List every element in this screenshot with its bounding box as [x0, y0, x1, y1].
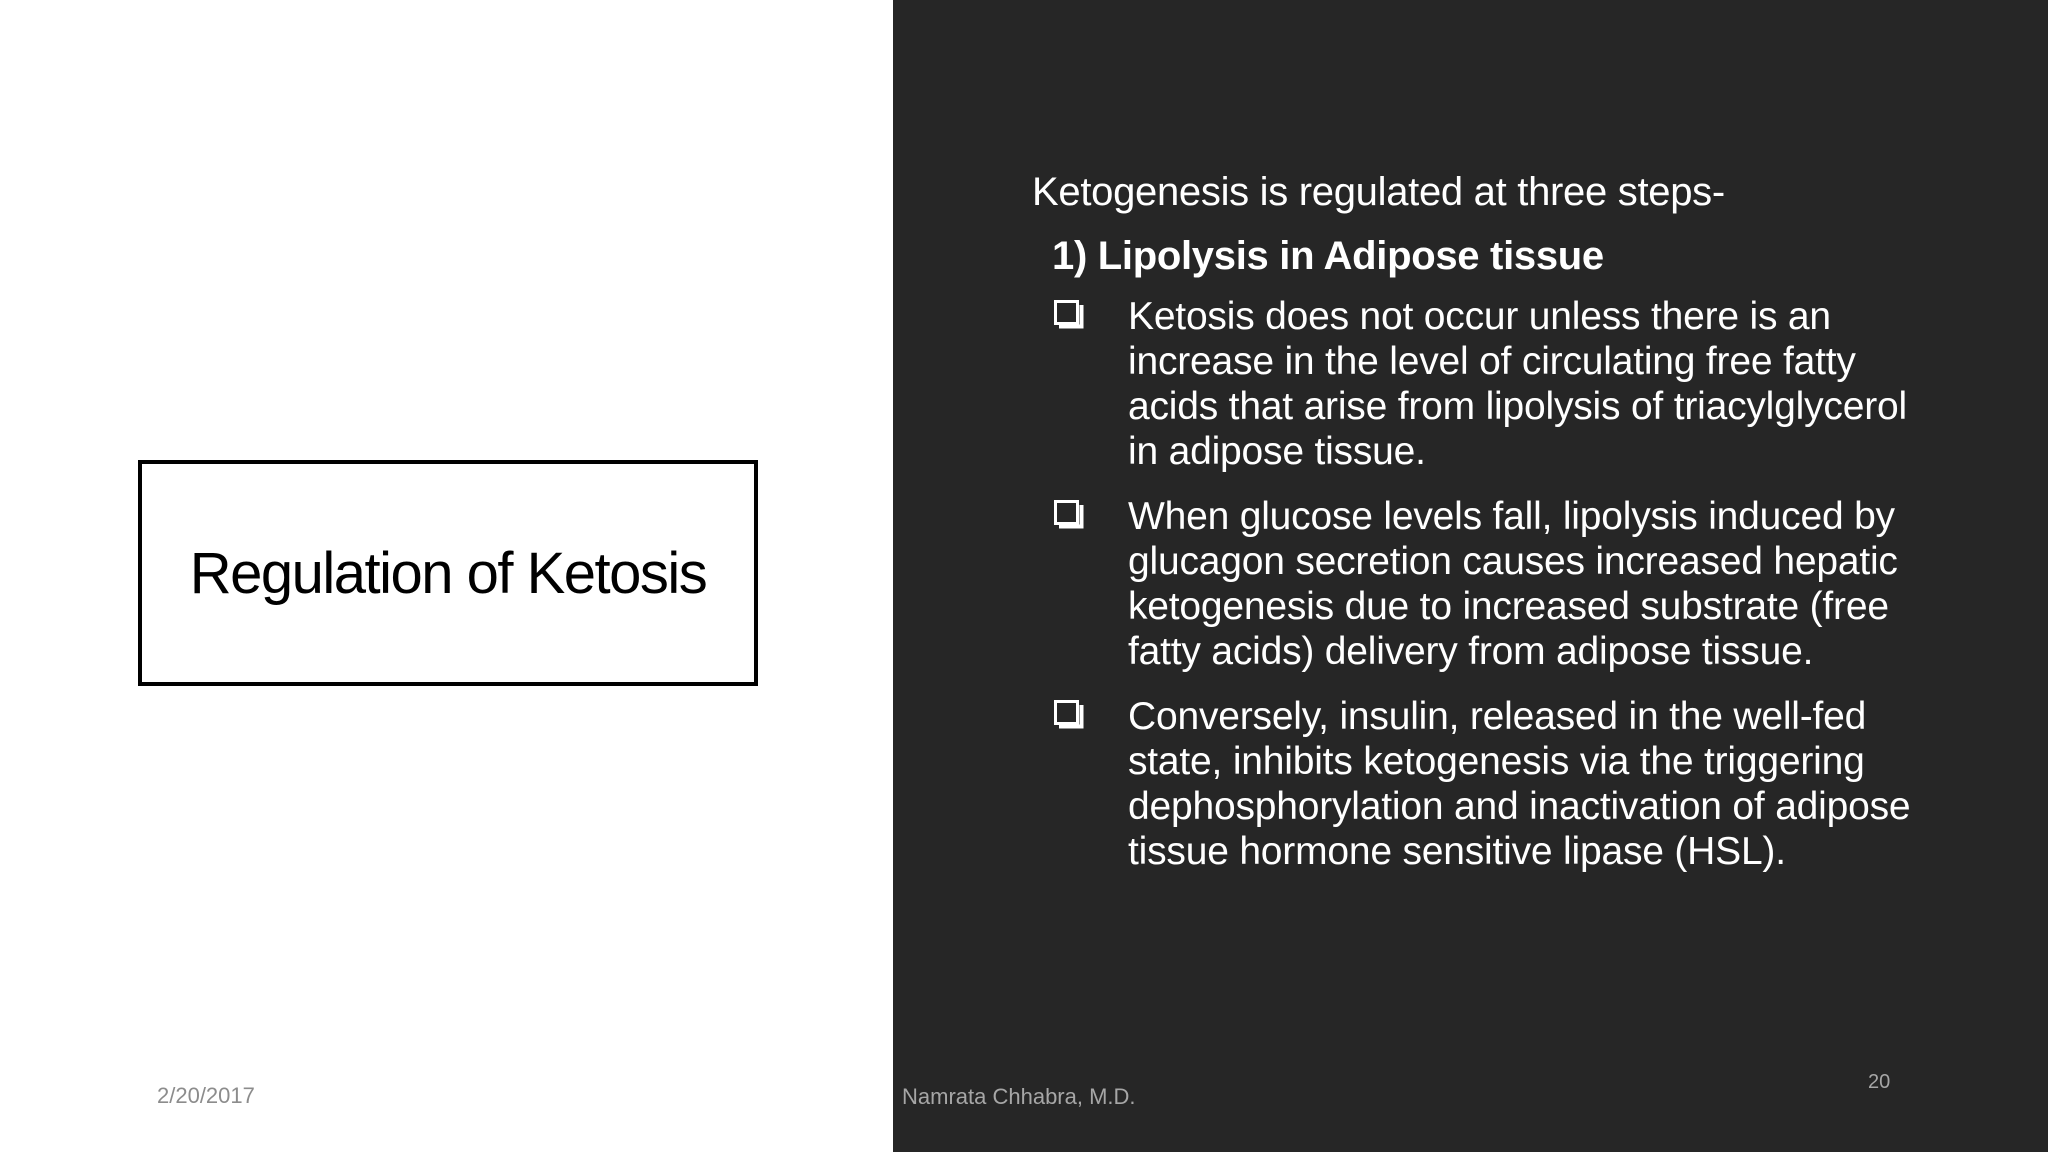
bullet-item: [1032, 694, 1912, 874]
footer-author: Namrata Chhabra, M.D.: [902, 1084, 1136, 1109]
checkbox-square-icon: [1054, 300, 1084, 330]
bullet-list: [1032, 294, 1912, 874]
checkbox-square-icon: [1054, 500, 1084, 530]
checkbox-square-icon: [1054, 700, 1084, 730]
left-panel: [0, 0, 893, 1152]
page-number: 20: [1868, 1071, 1891, 1093]
subheading: 1) Lipolysis in Adipose tissue: [1052, 234, 1604, 278]
bullet-text: Ketosis does not occur unless there is an increase in the level of circulating free fatty acids that arise from lipolysis of triacylglycerol in adipose tissue.: [1128, 295, 1907, 473]
bullet-item: [1032, 294, 1912, 474]
slide-title: Regulation of Ketosis: [189, 540, 707, 606]
bullet-item: [1032, 494, 1912, 674]
title-box: [138, 460, 758, 686]
intro-text: Ketogenesis is regulated at three steps-: [1032, 170, 1725, 214]
bullet-text: Conversely, insulin, released in the well-fed state, inhibits ketogenesis via the triggering dephosphorylation and inactivation of adipose tissue hormone sensitive lipase (HSL).: [1128, 695, 1911, 873]
content-area: [1032, 164, 1912, 894]
footer-date: 2/20/2017: [157, 1083, 255, 1108]
bullet-text: When glucose levels fall, lipolysis induced by glucagon secretion causes increased hepatic ketogenesis due to increased substrate (free fatty acids) delivery from adipose tissue.: [1128, 495, 1898, 673]
